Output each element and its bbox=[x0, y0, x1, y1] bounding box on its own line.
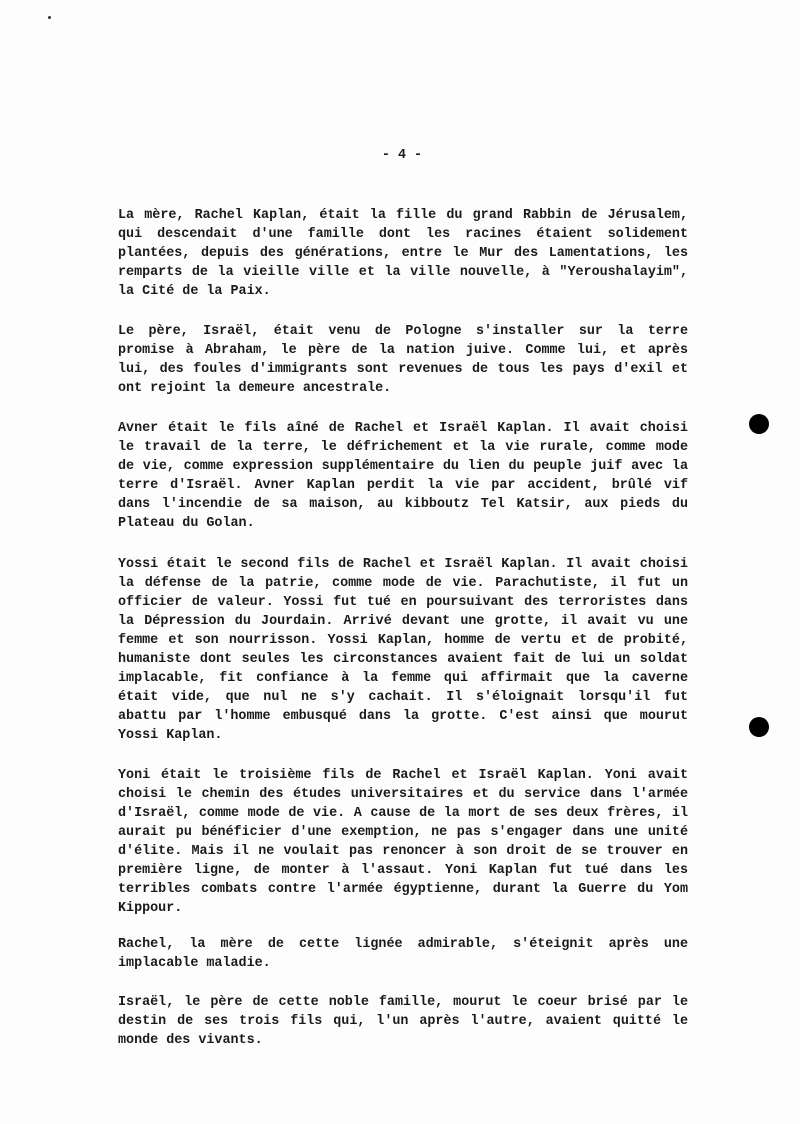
paragraph-mother: La mère, Rachel Kaplan, était la fille du grand Rabbin de Jérusalem, qui descendait d'une famille dont les racines étaient solidement plantées, depuis des générations, entre le Mur des Lamentations, les remparts de la vieille ville et la ville nouvelle, à "Yeroushalayim", la Cité de la Paix. bbox=[118, 208, 688, 299]
paragraph-yoni: Yoni était le troisième fils de Rachel et Israël Kaplan. Yoni avait choisi le chemin des études universitaires et du service dans l'armée d'Israël, comme mode de vie. A cause de la mort de ses deux frères, il aurait pu bénéficier d'une exemption, ne pas s'engager dans une unité d'élite. Mais il ne voulait pas renoncer à son droit de se trouver en première ligne, de monter à l'assaut. Yoni Kaplan fut tué dans les terribles combats contre l'armée égyptienne, durant la Guerre du Yom Kippour. bbox=[118, 768, 688, 916]
paragraph-father: Le père, Israël, était venu de Pologne s'installer sur la terre promise à Abraham, le père de la nation juive. Comme lui, et après lui, des foules d'immigrants sont revenues de tous les pays d'exil et ont rejoint la demeure ancestrale. bbox=[118, 324, 688, 396]
paragraph-rachel: Rachel, la mère de cette lignée admirable, s'éteignit après une implacable maladie. bbox=[118, 937, 688, 971]
paragraph-israel: Israël, le père de cette noble famille, mourut le coeur brisé par le destin de ses trois fils qui, l'un après l'autre, avaient quitté le monde des vivants. bbox=[118, 995, 688, 1048]
paragraph-yossi: Yossi était le second fils de Rachel et Israël Kaplan. Il avait choisi la défense de la patrie, comme mode de vie. Parachutiste, il fut un officier de valeur. Yossi fut tué en poursuivant des terroristes dans la Dépression du Jourdain. Arrivé devant une grotte, il avait vu une femme et son nourrisson. Yossi Kaplan, homme de vertu et de probité, humaniste dont seules les circonstances avaient fait de lui un soldat implacable, fit confiance à la femme qui affirmait que la caverne était vide, que nul ne s'y cachait. Il s'éloignait lorsqu'il fut abattu par l'homme embusqué dans la grotte. C'est ainsi que mourut Yossi Kaplan. bbox=[118, 557, 688, 743]
paragraph-avner: Avner était le fils aîné de Rachel et Israël Kaplan. Il avait choisi le travail de la terre, le défrichement et la vie rurale, comme mode de vie, comme expression supplémentaire du lien du peuple juif avec la terre d'Israël. Avner Kaplan perdit la vie par accident, brûlé vif dans l'incendie de sa maison, au kibboutz Tel Katsir, aux pieds du Plateau du Golan. bbox=[118, 421, 688, 531]
scan-speck bbox=[48, 16, 51, 19]
punch-hole-upper bbox=[749, 414, 769, 434]
punch-hole-lower bbox=[749, 717, 769, 737]
page-number: - 4 - bbox=[381, 148, 423, 163]
